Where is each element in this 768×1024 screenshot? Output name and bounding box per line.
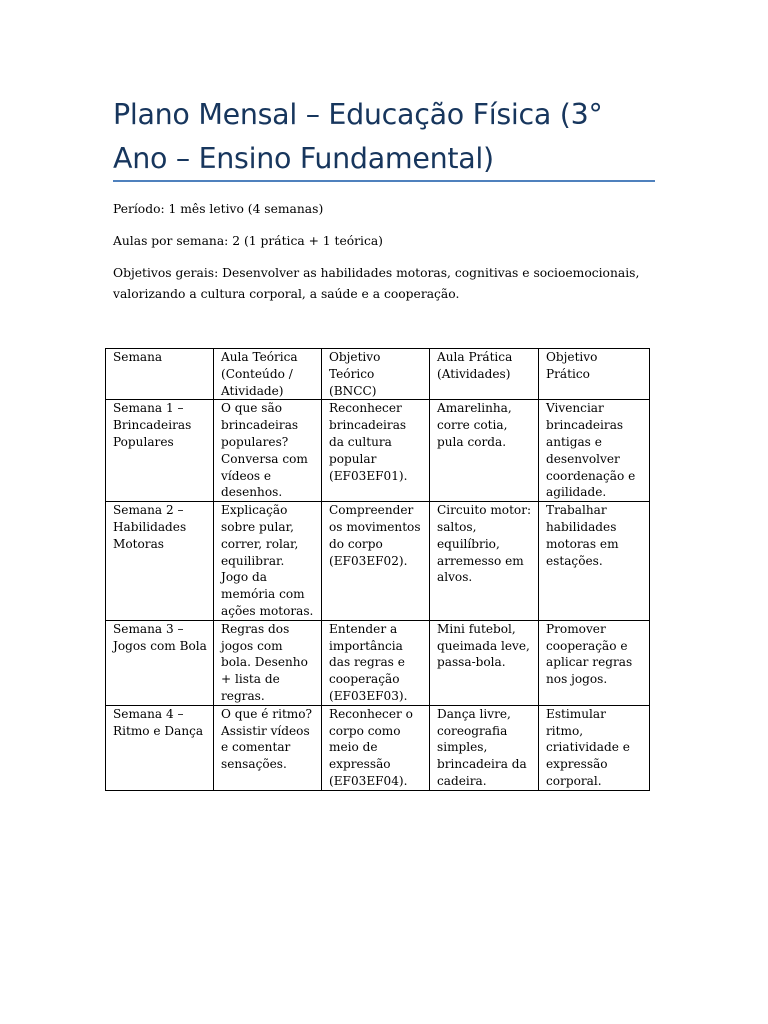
table-cell: Semana 3 – Jogos com Bola: [106, 620, 214, 705]
lesson-plan-table: [105, 348, 650, 791]
table-cell: O que são brincadeiras populares? Conversa com vídeos e desenhos.: [214, 400, 322, 502]
table-row: [106, 502, 650, 621]
table-row: [106, 620, 650, 705]
title-divider: [113, 180, 655, 182]
table-cell: Explicação sobre pular, correr, rolar, equilibrar. Jogo da memória com ações motoras.: [214, 502, 322, 621]
table-cell: Trabalhar habilidades motoras em estações.: [539, 502, 650, 621]
document-title: Plano Mensal – Educação Física (3° Ano – Ensino Fundamental): [113, 98, 603, 175]
table-cell: Dança livre, coreografia simples, brincadeira da cadeira.: [430, 705, 539, 790]
table-cell: O que é ritmo? Assistir vídeos e comentar sensações.: [214, 705, 322, 790]
table-cell: Vivenciar brincadeiras antigas e desenvolver coordenação e agilidade.: [539, 400, 650, 502]
table-row: [106, 400, 650, 502]
table-header-row: [106, 349, 650, 400]
table-row: [106, 705, 650, 790]
aulas-text: Aulas por semana: 2 (1 prática + 1 teórica): [113, 234, 383, 248]
table-cell: Regras dos jogos com bola. Desenho + lista de regras.: [214, 620, 322, 705]
table-cell: Semana 4 – Ritmo e Dança: [106, 705, 214, 790]
table-cell: Promover cooperação e aplicar regras nos jogos.: [539, 620, 650, 705]
table-cell: Reconhecer brincadeiras da cultura popular (EF03EF01).: [322, 400, 430, 502]
objetivos-text: Objetivos gerais: Desenvolver as habilidades motoras, cognitivas e socioemocionais, valorizando a cultura corporal, a saúde e a cooperação.: [113, 266, 640, 301]
table-cell: Estimular ritmo, criatividade e expressão corporal.: [539, 705, 650, 790]
table-cell: Semana 1 – Brincadeiras Populares: [106, 400, 214, 502]
header-cell: Objetivo Teórico (BNCC): [322, 349, 430, 400]
header-cell: Semana: [106, 349, 214, 400]
header-cell: Aula Teórica (Conteúdo / Atividade): [214, 349, 322, 400]
table-cell: Reconhecer o corpo como meio de expressão (EF03EF04).: [322, 705, 430, 790]
table-cell: Compreender os movimentos do corpo (EF03EF02).: [322, 502, 430, 621]
table-cell: Entender a importância das regras e cooperação (EF03EF03).: [322, 620, 430, 705]
table-cell: Circuito motor: saltos, equilíbrio, arremesso em alvos.: [430, 502, 539, 621]
periodo-text: Período: 1 mês letivo (4 semanas): [113, 202, 324, 216]
table-cell: Mini futebol, queimada leve, passa-bola.: [430, 620, 539, 705]
header-cell: Aula Prática (Atividades): [430, 349, 539, 400]
table-cell: Semana 2 – Habilidades Motoras: [106, 502, 214, 621]
header-cell: Objetivo Prático: [539, 349, 650, 400]
table-cell: Amarelinha, corre cotia, pula corda.: [430, 400, 539, 502]
